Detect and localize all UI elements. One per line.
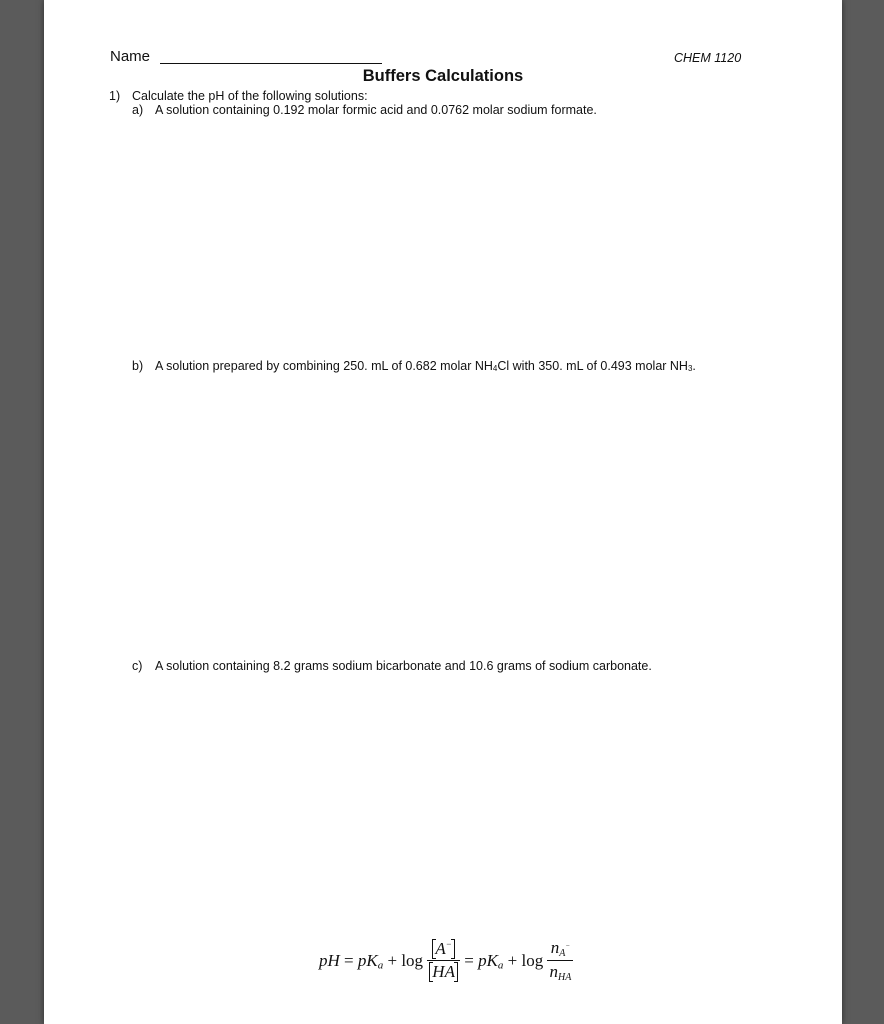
formula-plus-2: + [507,950,518,970]
part-a-label: a) [132,103,144,117]
name-label: Name [110,48,151,65]
part-b-sub-4: 4 [492,364,498,373]
fraction-minus-sup: − [445,939,452,949]
formula-log-1: log [401,950,424,970]
formula-pk-2: pK [478,950,498,970]
part-c-text: A solution containing 8.2 grams sodium bicarbonate and 10.6 grams of sodium carbonate. [155,659,652,673]
formula-pk-1: pK [357,950,378,970]
formula-equals-1: = [344,950,354,970]
moles-fraction [547,938,573,983]
part-b-sub-3: 3 [687,364,693,373]
fraction-denominator: HA [429,962,458,982]
part-b-text [155,359,696,373]
page-title: Buffers Calculations [362,67,524,85]
part-b-label: b) [132,359,144,373]
worksheet-page [44,0,842,1024]
formula-a-sub-2: a [497,959,504,972]
moles-n-top: n [550,938,560,957]
formula-ph: pH [319,950,340,970]
part-b-text-before: A solution prepared by combining 250. mL of 0.682 molar NH [155,359,493,373]
question-prompt: Calculate the pH of the following solutions: [132,89,368,103]
part-a-text: A solution containing 0.192 molar formic acid and 0.0762 molar sodium formate. [155,103,597,117]
formula-equals-2: = [464,950,474,970]
question-number: 1) [109,89,121,103]
formula-a-sub-1: a [377,959,384,972]
moles-minus-sup: − [565,942,571,950]
formula-log-2: log [521,950,544,970]
formula-plus-1: + [387,950,398,970]
moles-sub-top: A [559,948,566,959]
concentration-fraction [427,939,460,982]
part-b-text-after: . [692,359,696,373]
henderson-hasselbalch-equation [319,938,573,983]
moles-n-bottom: n [549,962,558,981]
moles-sub-bottom: HA [557,972,572,983]
part-b-text-mid: Cl with 350. mL of 0.493 molar NH [497,359,688,373]
part-c-label: c) [132,659,143,673]
course-code: CHEM 1120 [674,51,742,65]
name-blank-line [160,63,382,64]
fraction-numerator: A [435,939,446,958]
